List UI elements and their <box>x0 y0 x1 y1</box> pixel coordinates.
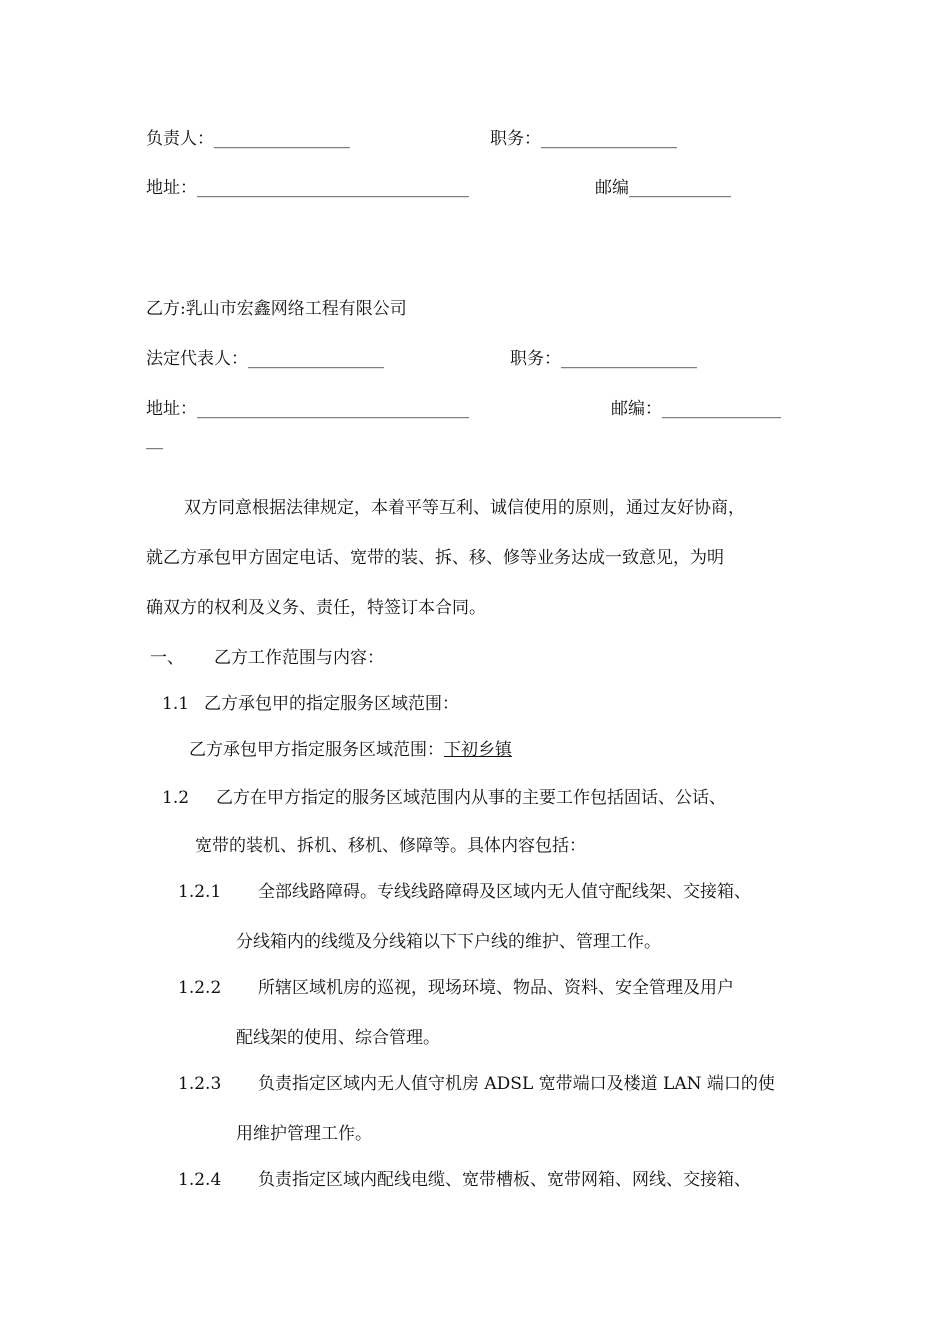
clause-1-2-1-line-2: 分线箱内的线缆及分线箱以下下户线的维护、管理工作。 <box>236 932 661 952</box>
party-a-responsible: 负责人：________________ <box>146 129 350 149</box>
clause-1-2-2-number: 1.2.2 <box>178 978 222 998</box>
party-a-postcode: 邮编____________ <box>595 178 731 198</box>
service-area-value: 下初乡镇 <box>444 740 512 760</box>
clause-1-2-line-1: 乙方在甲方指定的服务区域范围内从事的主要工作包括固话、公话、 <box>216 788 726 808</box>
clause-1-2-4-line-1: 负责指定区域内配线电缆、宽带槽板、宽带网箱、网线、交接箱、 <box>258 1170 751 1190</box>
preamble-line-2: 就乙方承包甲方固定电话、宽带的装、拆、移、修等业务达成一致意见，为明 <box>146 548 724 568</box>
party-b-postcode: 邮编：______________ <box>611 399 781 419</box>
clause-1-2-1-number: 1.2.1 <box>178 882 222 902</box>
party-a-address: 地址：________________________________ <box>146 178 469 198</box>
section-1-number: 一、 <box>150 648 184 668</box>
clause-1-2-1-line-1: 全部线路障碍。专线线路障碍及区域内无人值守配线架、交接箱、 <box>258 882 751 902</box>
clause-1-2-number: 1.2 <box>162 788 190 808</box>
clause-1-2-3-line-2: 用维护管理工作。 <box>236 1124 372 1144</box>
clause-1-1-detail <box>189 738 512 762</box>
clause-1-2-3-number: 1.2.3 <box>178 1074 222 1094</box>
clause-1-1-detail-prefix: 乙方承包甲方指定服务区域范围： <box>189 740 444 760</box>
clause-1-1-number: 1.1 <box>162 694 190 714</box>
clause-1-2-line-2: 宽带的装机、拆机、移机、修障等。具体内容包括： <box>195 836 586 856</box>
party-b-address: 地址：________________________________ <box>146 399 469 419</box>
clause-1-2-2-line-2: 配线架的使用、综合管理。 <box>236 1028 440 1048</box>
clause-1-2-4-number: 1.2.4 <box>178 1170 222 1190</box>
preamble-line-3: 确双方的权利及义务、责任，特签订本合同。 <box>146 598 486 618</box>
clause-1-2-2-line-1: 所辖区域机房的巡视，现场环境、物品、资料、安全管理及用户 <box>258 978 734 998</box>
preamble-line-1: 双方同意根据法律规定，本着平等互利、诚信使用的原则，通过友好协商， <box>184 498 745 518</box>
party-a-position: 职务：________________ <box>490 129 677 149</box>
party-b-postcode-wrap: __ <box>146 430 163 450</box>
section-1-title: 乙方工作范围与内容： <box>214 648 384 668</box>
party-b-legal-rep: 法定代表人：________________ <box>146 349 384 369</box>
clause-1-2-3-line-1: 负责指定区域内无人值守机房 ADSL 宽带端口及楼道 LAN 端口的使 <box>258 1074 775 1094</box>
party-b-position: 职务：________________ <box>510 349 697 369</box>
party-b-name: 乙方:乳山市宏鑫网络工程有限公司 <box>146 299 407 319</box>
clause-1-1-text: 乙方承包甲的指定服务区域范围： <box>204 694 459 714</box>
